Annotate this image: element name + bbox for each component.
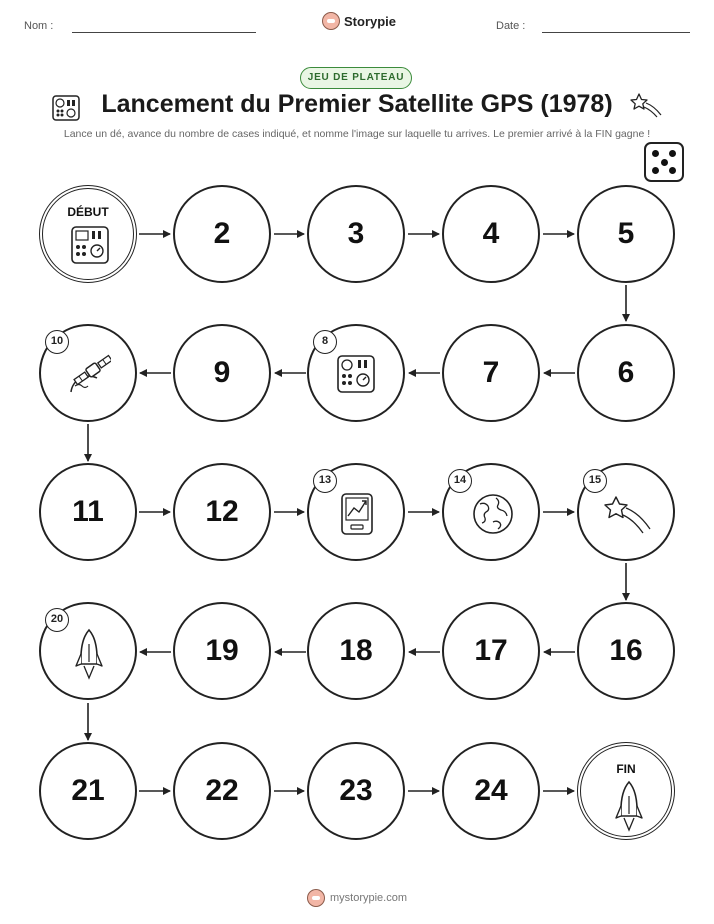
board-space: 18 <box>307 602 405 700</box>
board-space: 4 <box>442 185 540 283</box>
board-space: 6 <box>577 324 675 422</box>
rocket-icon <box>74 628 104 680</box>
control-panel-icon <box>70 225 110 265</box>
board-space: 5 <box>577 185 675 283</box>
board-space-end <box>577 742 675 840</box>
board-space: 3 <box>307 185 405 283</box>
instructions: Lance un dé, avance du nombre de cases indiqué, et nomme l'image sur laquelle tu arrives. Le premier arrivé à la FIN gagne ! <box>63 128 651 140</box>
board-space: 2 <box>173 185 271 283</box>
start-label: DÉBUT <box>67 205 109 219</box>
board-space: 12 <box>173 463 271 561</box>
shooting-star-icon <box>604 493 652 535</box>
space-number-badge: 14 <box>448 469 472 493</box>
board-space: 17 <box>442 602 540 700</box>
footer <box>0 889 714 907</box>
board-space: 24 <box>442 742 540 840</box>
board-space: 22 <box>173 742 271 840</box>
bear-icon <box>307 889 325 907</box>
footer-url: mystorypie.com <box>329 892 408 904</box>
board-space: 11 <box>39 463 137 561</box>
satellite-earth-icon <box>67 352 111 396</box>
brand-name: Storypie <box>344 13 397 29</box>
space-number-badge: 13 <box>313 469 337 493</box>
rocket-icon <box>614 780 644 832</box>
earth-globe-icon <box>471 492 515 536</box>
game-type-badge: JEU DE PLATEAU <box>300 67 412 89</box>
name-label: Nom : <box>24 20 54 32</box>
control-panel-icon <box>336 354 376 394</box>
board-space: 21 <box>39 742 137 840</box>
end-label: FIN <box>616 762 636 776</box>
board-space: 16 <box>577 602 675 700</box>
space-number-badge: 10 <box>45 330 69 354</box>
board-space-start <box>39 185 137 283</box>
space-number-badge: 20 <box>45 608 69 632</box>
board-space: 9 <box>173 324 271 422</box>
board-space: 19 <box>173 602 271 700</box>
space-number-badge: 8 <box>313 330 337 354</box>
gps-device-icon <box>340 492 374 536</box>
board-space: 23 <box>307 742 405 840</box>
page-title: Lancement du Premier Satellite GPS (1978) <box>101 90 613 118</box>
space-number-badge: 15 <box>583 469 607 493</box>
board-space: 7 <box>442 324 540 422</box>
date-label: Date : <box>496 20 526 32</box>
